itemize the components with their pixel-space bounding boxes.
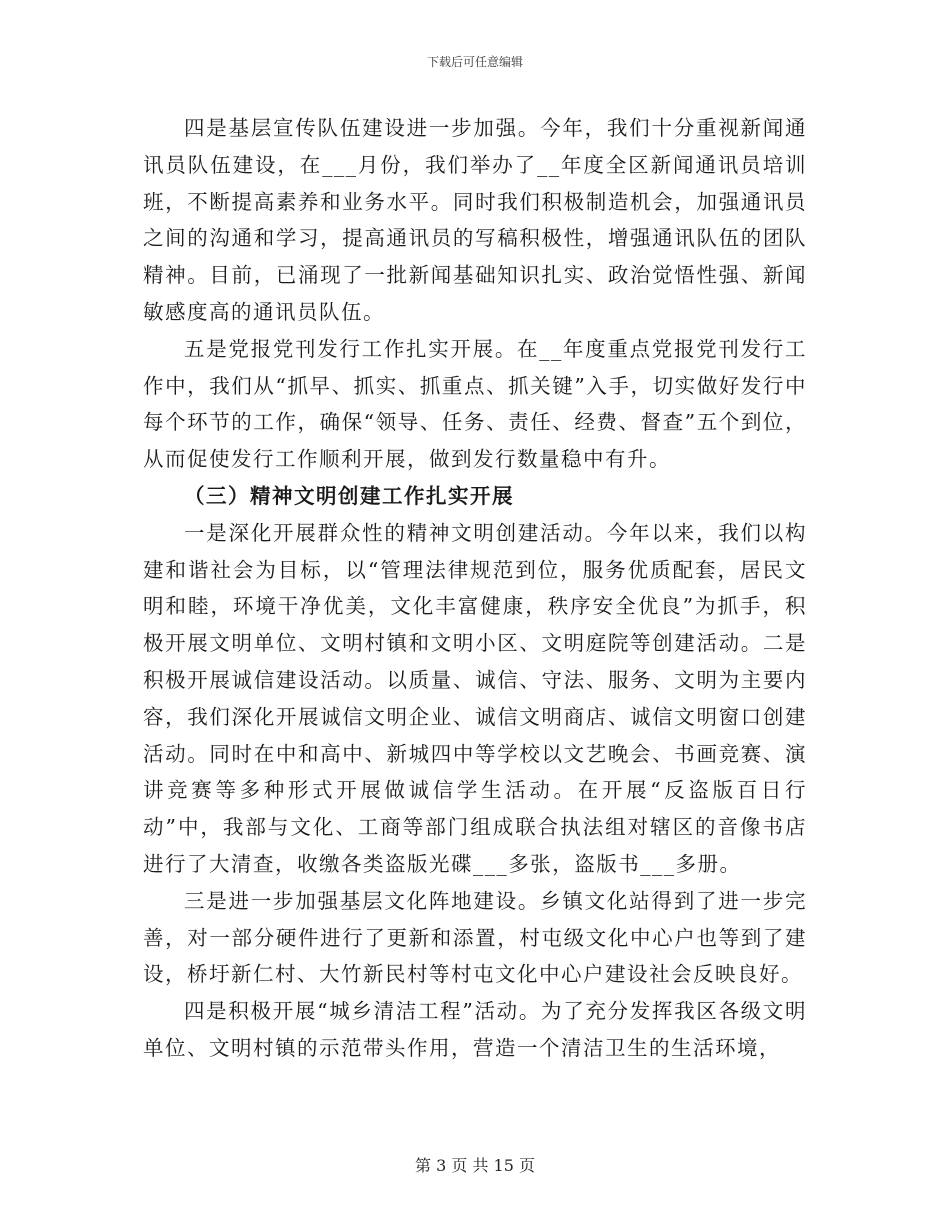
paragraph-grassroots-publicity-team: 四是基层宣传队伍建设进一步加强。今年，我们十分重视新闻通讯员队伍建设，在___月份，我们举办了__年度全区新闻通讯员培训班，不断提高素养和业务水平。同时我们积极制造机会，加强通讯员之间的沟通和学习，提高通讯员的写稿积极性，增强通讯队伍的团队精神。目前，已涌现了一批新闻基础知识扎实、政治觉悟性强、新闻敏感度高的通讯员队伍。 [143, 116, 807, 324]
section-heading: （三）精神文明创建工作扎实开展 [184, 483, 514, 508]
paragraph-grassroots-culture-construction: 三是进一步加强基层文化阵地建设。乡镇文化站得到了进一步完善，对一部分硬件进行了更新和添置，村屯级文化中心户也等到了建设，桥圩新仁村、大竹新民村等村屯文化中心户建设社会反映良好。 [143, 888, 807, 987]
page-footer: 第 3 页 共 15 页 [415, 1156, 535, 1175]
paragraph-party-newspaper-distribution: 五是党报党刊发行工作扎实开展。在__年度重点党报党刊发行工作中，我们从“抓早、抓实、抓重点、抓关键”入手，切实做好发行中每个环节的工作，确保“领导、任务、责任、经费、督查”五个到位，从而促使发行工作顺利开展，做到发行数量稳中有升。 [143, 336, 807, 472]
page-header: 下载后可任意编辑 [426, 55, 523, 69]
document-body [143, 110, 807, 1067]
paragraph-spiritual-civilization-activities: 一是深化开展群众性的精神文明创建活动。今年以来，我们以构建和谐社会为目标，以“管理法律规范到位，服务优质配套，居民文明和睦，环境干净优美，文化丰富健康，秩序安全优良”为抓手，积极开展文明单位、文明村镇和文明小区、文明庭院等创建活动。二是积极开展诚信建设活动。以质量、诚信、守法、服务、文明为主要内容，我们深化开展诚信文明企业、诚信文明商店、诚信文明窗口创建活动。同时在中和高中、新城四中等学校以文艺晚会、书画竞赛、演讲竞赛等多种形式开展做诚信学生活动。在开展“反盗版百日行动”中，我部与文化、工商等部门组成联合执法组对辖区的音像书店进行了大清查，收缴各类盗版光碟___多张，盗版书___多册。 [143, 520, 807, 876]
paragraph-urban-rural-cleaning: 四是积极开展“城乡清洁工程”活动。为了充分发挥我区各级文明单位、文明村镇的示范带头作用，营造一个清洁卫生的生活环境， [143, 999, 807, 1060]
